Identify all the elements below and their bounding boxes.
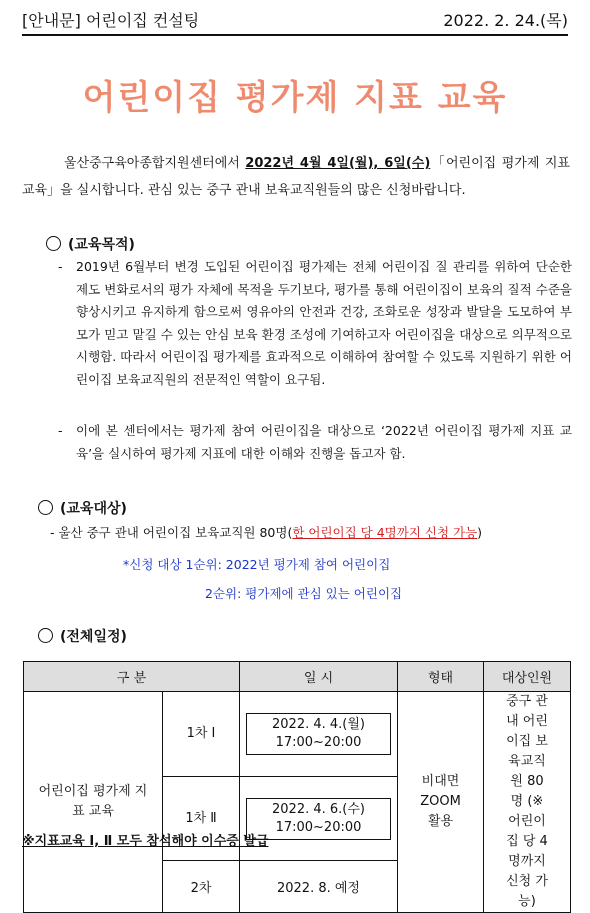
- target-heading-text: (교육대상): [60, 501, 127, 517]
- format-cell: 비대면 ZOOM 활용: [398, 692, 484, 913]
- header-divider: [22, 34, 568, 36]
- header-date: 2022. 2. 24.(목): [443, 11, 568, 30]
- priority-2: 2순위: 평가제에 관심 있는 어린이집: [205, 586, 403, 601]
- audience-cell: 중구 관내 어린이집 보육교직원 80명 (※어린이집 당 4명까지 신청 가능): [484, 692, 571, 913]
- round-cell: 2차: [163, 861, 240, 913]
- datetime-box: [246, 713, 391, 755]
- page-title: 어린이집 평가제 지표 교육: [82, 78, 508, 118]
- dash-bullet: -: [58, 259, 63, 274]
- header-format: 형태: [398, 662, 484, 692]
- doc-header: [22, 8, 568, 30]
- date-text: 2022. 4. 6.(수): [272, 801, 365, 817]
- section-purpose-heading: [46, 234, 135, 254]
- header-datetime: 일 시: [240, 662, 398, 692]
- purpose-item-2-text: 이에 본 센터에서는 평가제 참여 어린이집을 대상으로 ‘2022년 어린이집 평가제 지표 교육’을 실시하여 평가제 지표에 대한 이해와 진행을 돕고자 함.: [76, 423, 572, 461]
- time-text: 17:00~20:00: [275, 819, 362, 835]
- intro-post: 「어린이집 평가제 지표 교육」을 실시합니다. 관심 있는 중구 관내 보육교직원들의 많은 신청바랍니다.: [22, 156, 570, 198]
- table-row: [24, 692, 571, 777]
- header-audience: 대상인원: [484, 662, 571, 692]
- target-line: - 울산 중구 관내 어린이집 보육교직원 80명(한 어린이집 당 4명까지 신청 가능): [50, 525, 483, 540]
- round-cell: 1차 Ⅱ: [163, 776, 240, 861]
- purpose-item-1: [58, 256, 572, 391]
- schedule-heading-text: (전체일정): [60, 629, 127, 645]
- time-text: 17:00~20:00: [275, 734, 362, 750]
- header-category: 구 분: [24, 662, 240, 692]
- section-target-heading: [38, 498, 127, 518]
- footnote: ※지표교육 Ⅰ, Ⅱ 모두 참석해야 이수증 발급: [22, 834, 269, 849]
- round-cell: 1차 Ⅰ: [163, 692, 240, 777]
- header-left: [안내문] 어린이집 컨설팅: [22, 11, 200, 30]
- purpose-item-2: [58, 420, 572, 465]
- date-text: 2022. 4. 4.(월): [272, 716, 365, 732]
- circle-bullet-icon: [38, 628, 53, 643]
- circle-bullet-icon: [46, 236, 61, 251]
- target-line-text: 울산 중구 관내 어린이집 보육교직원 80명(: [58, 525, 293, 540]
- section-schedule-heading: [38, 626, 127, 646]
- target-limit-note: 한 어린이집 당 4명까지 신청 가능: [292, 525, 478, 540]
- purpose-heading-text: (교육목적): [68, 237, 135, 253]
- dash-bullet: -: [58, 423, 63, 438]
- target-line-close: ): [477, 525, 483, 540]
- intro-date: 2022년 4월 4일(월), 6일(수): [245, 156, 431, 171]
- intro-paragraph: [22, 150, 570, 204]
- circle-bullet-icon: [38, 500, 53, 515]
- purpose-item-1-text: 2019년 6월부터 변경 도입된 어린이집 평가제는 전체 어린이집 질 관리를 위하여 단순한 제도 변화로서의 평가 자체에 목적을 두기보다, 평가를 통해 어린이집이 보육의 질적 수준을 향상시키고 유지하게 함으로써 영유아의 안전과 건강, 조화로운 성장과 발달을 도모하여 부모가 믿고 맡길 수 있는 안심 보육 환경 조성에 기여하고자 어린이집을 대상으로 의무적으로 시행함. 따라서 어린이집 평가제를 효과적으로 이해하여 참여할 수 있도록 지원하기 위한 어린이집 보육교직원의 전문적인 역할이 요구됨.: [76, 259, 572, 387]
- intro-pre: 울산중구육아종합지원센터에서: [64, 156, 246, 171]
- datetime-cell: [240, 692, 398, 777]
- table-header-row: [24, 662, 571, 692]
- datetime-cell: 2022. 8. 예정: [240, 861, 398, 913]
- course-name: 어린이집 평가제 지표 교육: [24, 692, 163, 913]
- priority-1: *신청 대상 1순위: 2022년 평가제 참여 어린이집: [123, 557, 391, 572]
- schedule-table: [23, 661, 571, 913]
